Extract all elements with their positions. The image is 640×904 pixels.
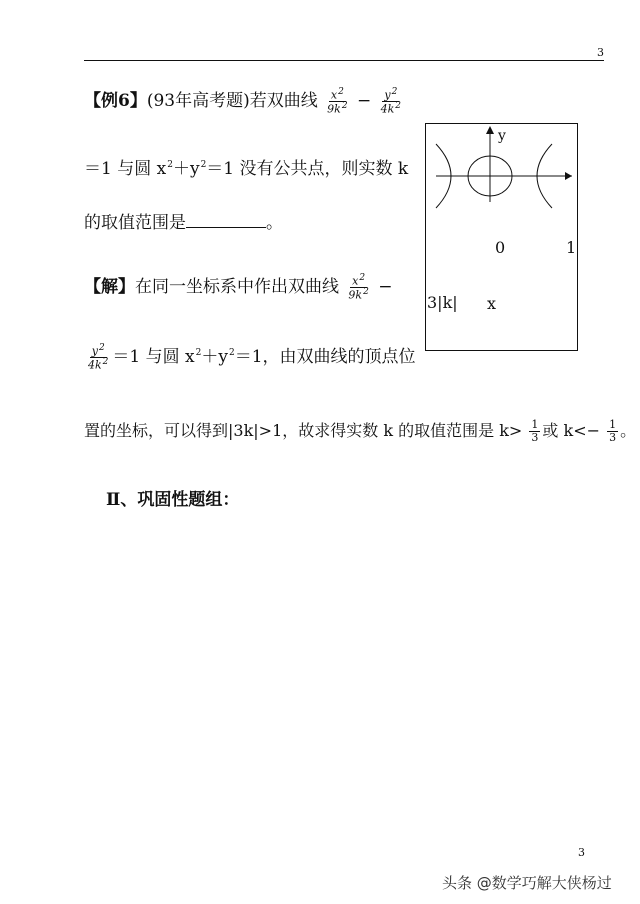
label-three-k: 3|k| [427, 293, 458, 312]
solution-line-3: 置的坐标，可以得到|3k|>1，故求得实数 k 的取值范围是 k> $\frac{1}{3}$ 或 k<− $\frac{1}{3}$ 。 [84, 418, 637, 444]
hyperbola-circle-figure [426, 124, 577, 350]
fraction-y2-over-4k2: $\frac{y^2}{4k^2}$ [88, 342, 109, 372]
fraction-y2-over-4k2: $\frac{y^2}{4k^2}$ [380, 86, 402, 116]
minus-sign: − [356, 91, 372, 111]
problem-line-2: ＝1 与圆 $x^2+y^2=1$ 没有公共点，则实数 k [84, 159, 409, 179]
fraction-x2-over-9k2: $\frac{x^2}{9k^2}$ [348, 272, 369, 302]
section-title: Ⅱ、巩固性题组： [106, 490, 240, 510]
header-rule [84, 60, 604, 61]
header-page-number: 3 [597, 46, 604, 59]
figure-frame [425, 123, 578, 351]
answer-blank [186, 213, 266, 228]
solution-line-2: $\frac{y^2}{4k^2}$ ＝1 与圆 $x^2+y^2=1$，由双曲线的顶点位 [88, 342, 416, 372]
y-axis-label: y [498, 128, 506, 144]
footer-page-number: 3 [578, 846, 585, 859]
label-zero: 0 [495, 238, 506, 257]
minus-sign: − [378, 277, 393, 297]
problem-lead: 若双曲线 [249, 91, 318, 111]
problem-line-1 [84, 86, 405, 115]
solution-line-1 [84, 272, 392, 301]
example-tag: 【例6】 [84, 91, 147, 111]
problem-line-3: 的取值范围是 。 [84, 213, 283, 233]
watermark: 头条 @数学巧解大侠杨过 [442, 874, 612, 892]
label-one: 1 [566, 238, 577, 257]
problem-source: (93年高考题) [146, 91, 250, 111]
label-x: x [487, 294, 497, 313]
fraction-x2-over-9k2: $\frac{x^2}{9k^2}$ [327, 86, 348, 116]
solution-lead: 在同一坐标系中作出双曲线 [135, 277, 339, 297]
fraction-one-third: $\frac{1}{3}$ [531, 418, 539, 444]
solution-tag: 【解】 [84, 277, 135, 297]
fraction-one-third: $\frac{1}{3}$ [609, 418, 617, 444]
